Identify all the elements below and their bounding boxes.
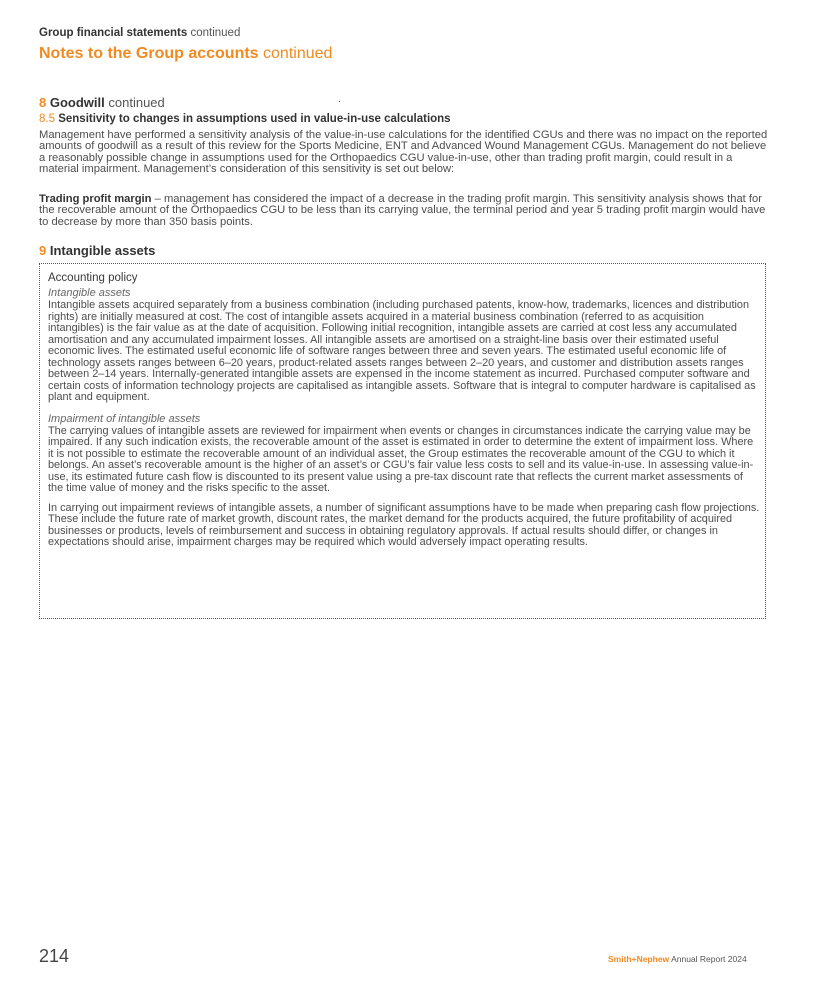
trading-profit-paragraph [39,194,769,228]
page-title [39,45,332,63]
note-8-heading [39,95,165,110]
impairment-reviews-text: In carrying out impairment reviews of intangible assets, a number of significant assumptions have to be made when preparing cash flow projections. These include the future rate of market growth, discount rates, the market demand for the products acquired, the future profitability of acquired businesses or products, levels of reimbursement and success in obtaining regulatory approvals. If actual results should differ, or changes in expectations should arise, impairment charges may be required which would adversely impact operating results. [48,501,760,548]
accounting-policy-title: Accounting policy [48,272,138,284]
impairment-text: The carrying values of intangible assets are reviewed for impairment when events or changes in circumstances indicate the carrying value may be impaired. If any such indication exists, the recoverable amount of the asset is estimated in order to determine the extent of impairment loss. Where it is not possible to estimate the recoverable amount of an individual asset, the Group estimates the recoverable amount of the CGU to which it belongs. An asset’s recoverable amount is the higher of an asset’s or CGU’s fair value less costs to sell and its value-in-use. In assessing value-in-use, its estimated future cash flow is discounted to its present value using a pre-tax discount rate that reflects the current market assessments of the time value of money and the risks specific to the asset. [48,424,754,494]
page-number: 214 [39,946,70,966]
page-title-text: Notes to the Group accounts [39,45,259,62]
sensitivity-paragraph: Management have performed a sensitivity analysis of the value-in-use calculations for the identified CGUs and there was no impact on the reported amounts of goodwill as a result of this review for the Sports Medicine, ENT and Advanced Wound Management CGUs. Management do not believe a reasonably possible change in assumptions used for the Orthopaedics CGU value-in-use, other than trading profit margin, could result in a material impairment. Management’s consideration of this sensitivity is set out below: [39,129,768,176]
accounting-policy-box [39,263,766,619]
stray-dot [339,101,340,102]
page-title-continued: continued [263,45,333,62]
note-9-number: 9 [39,243,47,258]
impairment-subheading: Impairment of intangible assets [48,412,201,425]
trading-profit-text: – management has considered the impact of a decrease in the trading profit margin. This sensitivity analysis shows that for the recoverable amount of the Orthopaedics CGU to be less than its carrying value, the terminal period and year 5 trading profit margin would have to decrease by more than 350 basis points. [39,193,766,228]
subsection-8-5-title: Sensitivity to changes in assumptions used in value-in-use calculations [58,113,451,125]
accounting-policy-content [48,271,760,549]
report-name: Annual Report 2024 [671,954,747,964]
footer-brand [608,954,747,964]
note-8-title: Goodwill [49,95,105,110]
subsection-8-5-number: 8.5 [39,113,55,125]
note-8-continued: continued [108,95,165,110]
subsection-8-5-heading [39,113,451,125]
intangible-assets-text: Intangible assets acquired separately from a business combination (including purchased patents, know-how, trademarks, licences and distribution rights) are initially measured at cost. The cost of intangible assets acquired in a material business combination (referred to as acquisition intangibles) is the fair value as at the date of acquisition. Following initial recognition, intangible assets are carried at cost less any accumulated amortisation and any accumulated impairment losses. All intangible assets are amortised on a straight-line basis over their estimated useful economic lives. The estimated useful economic life of software ranges between three and seven years. The estimated useful economic life of technology assets ranges between 6–20 years, product-related assets ranges between 2–20 years, and customer and distribution assets ranges between 2–14 years. Internally-generated intangible assets are expensed in the income statement as incurred. Purchased computer software and certain costs of information technology projects are capitalised as intangible assets. Software that is integral to computer hardware is capitalised as plant and equipment. [48,299,756,403]
intangible-assets-subheading: Intangible assets [48,287,131,299]
section-title: Group financial statements [39,27,188,39]
brand-name: Smith+Nephew [608,954,670,964]
section-continued: continued [190,27,241,39]
note-9-title: Intangible assets [49,243,156,258]
note-8-number: 8 [39,95,47,110]
spacer [48,404,760,413]
note-9-heading [39,243,155,258]
trading-profit-label: Trading profit margin [39,193,152,205]
section-header [39,27,240,39]
